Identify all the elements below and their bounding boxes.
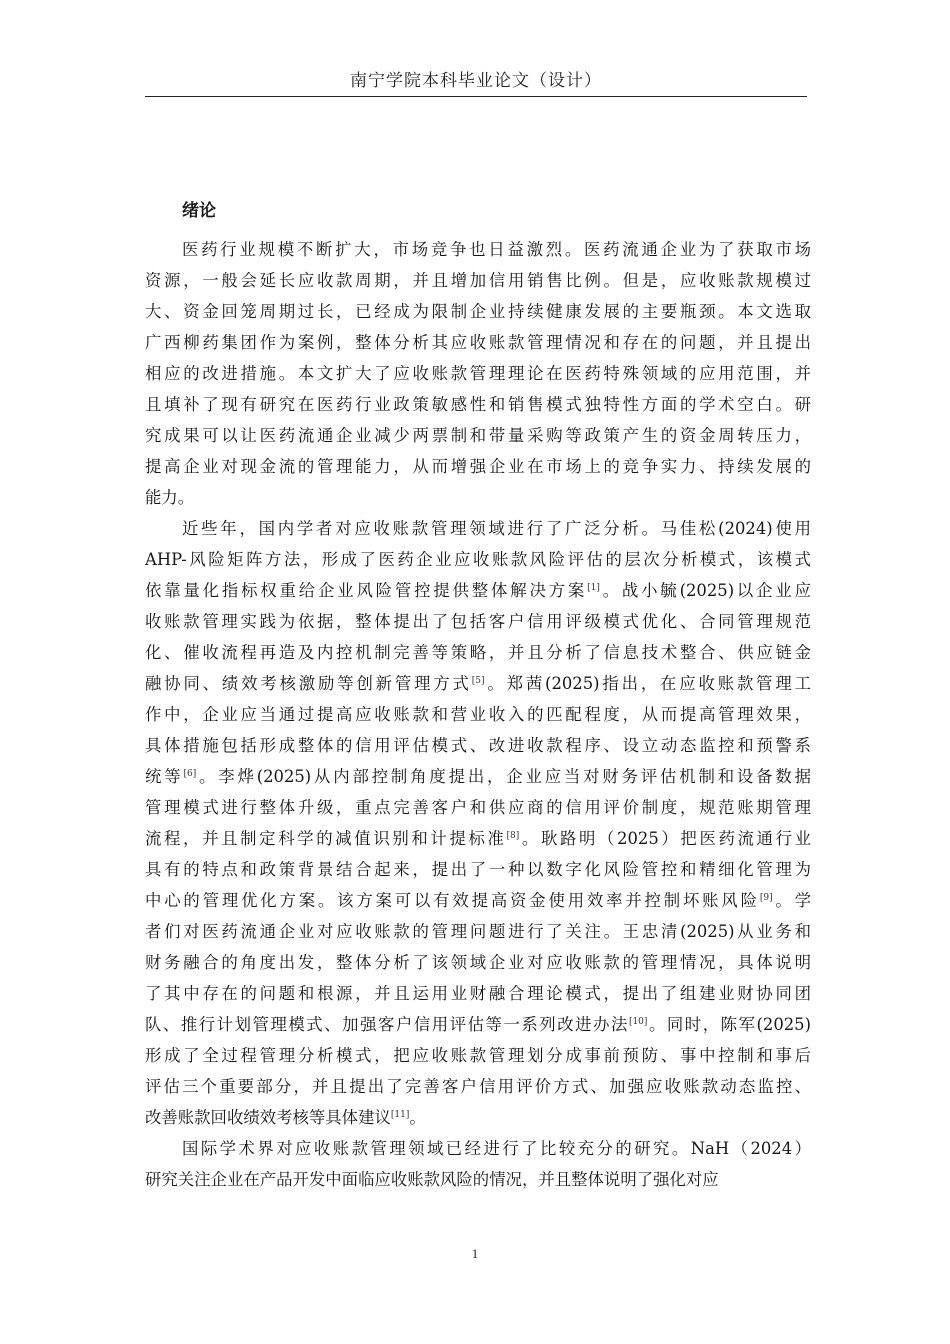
text-run: 近些年，国内学者对应收账款管理领域进行了广泛分析。马佳松(2024)使用 bbox=[182, 519, 811, 538]
text-line bbox=[145, 265, 811, 296]
text-run: 队、推行计划管理模式、加强客户信用评估等一系列改进办法 bbox=[145, 1015, 629, 1034]
text-run: 究成果可以让医药流通企业减少两票制和带量采购等政策产生的资金周转压力， bbox=[145, 426, 811, 445]
text-run: 。同时，陈军(2025) bbox=[647, 1015, 811, 1034]
text-line bbox=[145, 823, 811, 854]
text-run: 提高企业对现金流的管理能力，从而增强企业在市场上的竞争实力、持续发展的 bbox=[145, 457, 811, 476]
text-run: 。李烨(2025)从内部控制角度提出，企业应当对财务评估机制和设备数据 bbox=[196, 767, 811, 786]
text-run: 。耿路明（2025）把医药流通行业 bbox=[519, 829, 811, 848]
text-line bbox=[145, 668, 811, 699]
citation-ref: [5] bbox=[471, 676, 485, 686]
text-run: 形成了全过程管理分析模式，把应收账款管理划分成事前预防、事中控制和事后 bbox=[145, 1046, 811, 1065]
text-line bbox=[145, 730, 811, 761]
citation-ref: [9] bbox=[759, 893, 773, 903]
text-run: 且填补了现有研究在医药行业政策敏感性和销售模式独特性方面的学术空白。研 bbox=[145, 395, 811, 414]
paragraph-container bbox=[145, 234, 811, 1195]
text-run: 研究关注企业在产品开发中面临应收账款风险的情况，并且整体说明了强化对应 bbox=[145, 1170, 719, 1189]
text-line bbox=[145, 389, 811, 420]
text-line bbox=[145, 234, 811, 265]
running-header: 南宁学院本科毕业论文（设计） bbox=[145, 66, 807, 97]
text-run: 管理模式进行整体升级，重点完善客户和供应商的信用评价制度，规范账期管理 bbox=[145, 798, 811, 817]
text-line bbox=[145, 451, 811, 482]
section-heading: 绪论 bbox=[182, 201, 216, 221]
text-run: 收账款管理实践为依据，整体提出了包括客户信用评级模式优化、合同管理规范 bbox=[145, 612, 811, 631]
text-run: 广西柳药集团作为案例，整体分析其应收账款管理情况和存在的问题，并且提出 bbox=[145, 333, 811, 352]
text-run: 了其中存在的问题和根源，并且运用业财融合理论模式，提出了组建业财协同团 bbox=[145, 984, 811, 1003]
text-line bbox=[145, 1071, 811, 1102]
text-line bbox=[145, 575, 811, 606]
citation-ref: [8] bbox=[506, 831, 520, 841]
text-run: 改善账款回收绩效考核等具体建议 bbox=[145, 1108, 391, 1127]
text-line bbox=[145, 420, 811, 451]
text-run: 大、资金回笼周期过长，已经成为限制企业持续健康发展的主要瓶颈。本文选取 bbox=[145, 302, 811, 321]
text-run: 化、催收流程再造及内控机制完善等策略，并且分析了信息技术整合、供应链金 bbox=[145, 643, 811, 662]
text-line bbox=[145, 947, 811, 978]
text-run: 资源，一般会延长应收款周期，并且增加信用销售比例。但是，应收账款规模过 bbox=[145, 271, 811, 290]
text-run: 作中，企业应当通过提高应收账款和营业收入的匹配程度，从而提高管理效果， bbox=[145, 705, 811, 724]
paragraph bbox=[145, 513, 811, 1133]
text-run: 财务融合的角度出发，整体分析了该领域企业对应收账款的管理情况，具体说明 bbox=[145, 953, 811, 972]
text-line bbox=[145, 1164, 811, 1195]
text-run: 医药行业规模不断扩大，市场竞争也日益激烈。医药流通企业为了获取市场 bbox=[182, 240, 811, 259]
text-line bbox=[145, 1102, 811, 1133]
page-number: 1 bbox=[471, 1246, 479, 1261]
text-line bbox=[145, 482, 811, 513]
text-run: 融协同、绩效考核激励等创新管理方式 bbox=[145, 674, 472, 693]
citation-ref: [11] bbox=[390, 1110, 410, 1120]
text-line bbox=[145, 699, 811, 730]
text-line bbox=[145, 761, 811, 792]
text-run: 相应的改进措施。本文扩大了应收账款管理理论在医药特殊领域的应用范围，并 bbox=[145, 364, 811, 383]
citation-ref: [1] bbox=[587, 583, 600, 593]
text-run: 具体措施包括形成整体的信用评估模式、改进收款程序、设立动态监控和预警系 bbox=[145, 736, 811, 755]
text-run: AHP-风险矩阵方法，形成了医药企业应收账款风险评估的层次分析模式，该模式 bbox=[145, 550, 811, 569]
text-line bbox=[145, 513, 811, 544]
text-run: 。战小毓(2025)以企业应 bbox=[599, 581, 811, 600]
text-run: 统等 bbox=[145, 767, 184, 786]
text-run: 依靠量化指标权重给企业风险管控提供整体解决方案 bbox=[145, 581, 588, 600]
text-line bbox=[145, 792, 811, 823]
text-line bbox=[145, 916, 811, 947]
text-line bbox=[145, 544, 811, 575]
text-line bbox=[145, 1133, 811, 1164]
citation-ref: [6] bbox=[183, 769, 197, 779]
text-run: 。 bbox=[409, 1108, 426, 1127]
text-line bbox=[145, 637, 811, 668]
text-run: 评估三个重要部分，并且提出了完善客户信用评价方式、加强应收账款动态监控、 bbox=[145, 1077, 811, 1096]
text-run: 国际学术界对应收账款管理领域已经进行了比较充分的研究。NaH（2024） bbox=[182, 1139, 811, 1158]
text-line bbox=[145, 327, 811, 358]
paragraph bbox=[145, 234, 811, 513]
text-line bbox=[145, 978, 811, 1009]
text-run: 具有的特点和政策背景结合起来，提出了一种以数字化风险管控和精细化管理为 bbox=[145, 860, 811, 879]
text-line bbox=[145, 296, 811, 327]
text-run: 流程，并且制定科学的减值识别和计提标准 bbox=[145, 829, 507, 848]
text-line bbox=[145, 854, 811, 885]
text-line bbox=[145, 1009, 811, 1040]
text-run: 中心的管理优化方案。该方案可以有效提高资金使用效率并控制坏账风险 bbox=[145, 891, 760, 910]
text-line bbox=[145, 885, 811, 916]
text-run: 。郑茜(2025)指出，在应收账款管理工 bbox=[484, 674, 811, 693]
text-line bbox=[145, 358, 811, 389]
paragraph bbox=[145, 1133, 811, 1195]
text-line bbox=[145, 1040, 811, 1071]
text-line bbox=[145, 606, 811, 637]
body-text bbox=[145, 198, 811, 1195]
citation-ref: [10] bbox=[628, 1017, 648, 1027]
text-run: 者们对医药流通企业对应收账款的管理问题进行了关注。王忠清(2025)从业务和 bbox=[145, 922, 811, 941]
text-run: 。学 bbox=[772, 891, 811, 910]
text-run: 能力。 bbox=[145, 488, 195, 507]
